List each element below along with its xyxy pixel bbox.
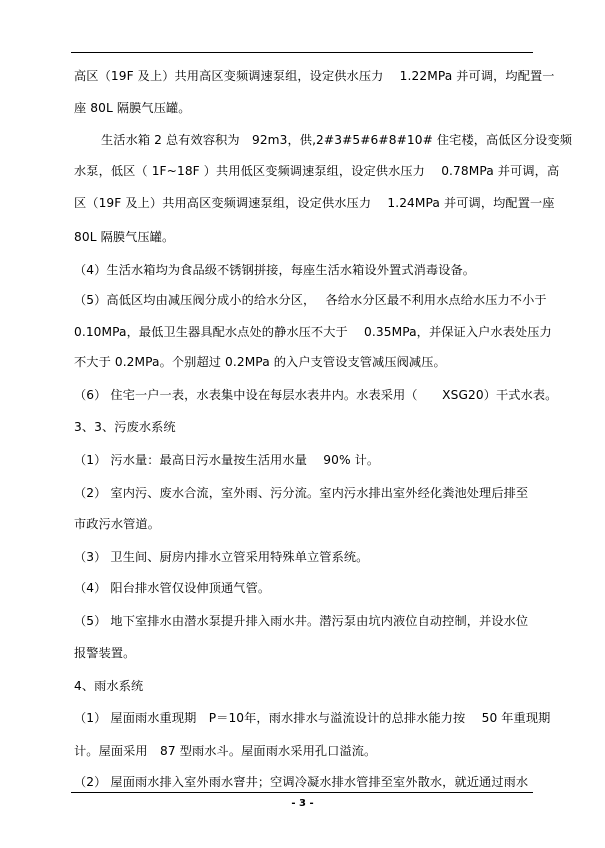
text-line: 市政污水管道。 [74,517,161,531]
text-line: 区（19F 及上）共用高区变频调速泵组，设定供水压力 1.24MPa 并可调，均配置一座 [74,196,555,210]
text-line: 80L 隔膜气压罐。 [74,230,175,244]
text-line: （4）生活水箱均为食品级不锈钢拼接，每座生活水箱设外置式消毒设备。 [74,263,476,277]
footer-rule [71,792,533,793]
text-line: （4） 阳台排水管仅设伸顶通气管。 [74,581,271,595]
text-line: （1） 污水量：最高日污水量按生活用水量 90% 计。 [74,453,380,467]
text-line: 生活水箱 2 总有效容积为 92m3，供,2#3#5#6#8#10# 住宅楼，高低区分设变频 [101,133,573,147]
text-line: 0.10MPa，最低卫生器具配水点处的静水压不大于 0.35MPa，并保证入户水表处压力 [74,325,552,339]
text-line: （1） 屋面雨水重现期 P＝10年，雨水排水与溢流设计的总排水能力按 50 年重现期 [74,711,551,725]
text-line: （2） 室内污、废水合流，室外雨、污分流。室内污水排出室外经化粪池处理后排至 [74,486,529,500]
text-line: （5） 地下室排水由潜水泵提升排入雨水井。潜污泵由坑内液位自动控制，并设水位 [74,614,529,628]
text-line: （3） 卫生间、厨房内排水立管采用特殊单立管系统。 [74,550,369,564]
section-heading: 4、雨水系统 [74,679,144,693]
page-number: - 3 - [291,798,314,809]
text-line: 水泵，低区（ 1F~18F ）共用低区变频调速泵组，设定供水压力 0.78MPa 并可调，高 [74,164,560,178]
text-line: 报警装置。 [74,646,136,660]
text-line: （6） 住宅一户一表，水表集中设在每层水表井内。水表采用（ XSG20）干式水表。 [74,388,558,402]
text-line: 计。屋面采用 87 型雨水斗。屋面雨水采用孔口溢流。 [74,744,377,758]
section-heading: 3、3、污废水系统 [74,420,176,434]
text-line: （5）高低区均由减压阀分成小的给水分区， 各给水分区最不利用水点给水压力不小于 [74,293,547,307]
text-line: （2） 屋面雨水排入室外雨水窨井；空调冷凝水排水管排至室外散水，就近通过雨水 [74,775,529,789]
text-line: 高区（19F 及上）共用高区变频调速泵组，设定供水压力 1.22MPa 并可调，均配置一 [74,69,555,83]
text-line: 座 80L 隔膜气压罐。 [74,101,191,115]
text-line: 不大于 0.2MPa。个别超过 0.2MPa 的入户支管设支管减压阀减压。 [74,355,446,369]
header-rule [71,52,533,53]
